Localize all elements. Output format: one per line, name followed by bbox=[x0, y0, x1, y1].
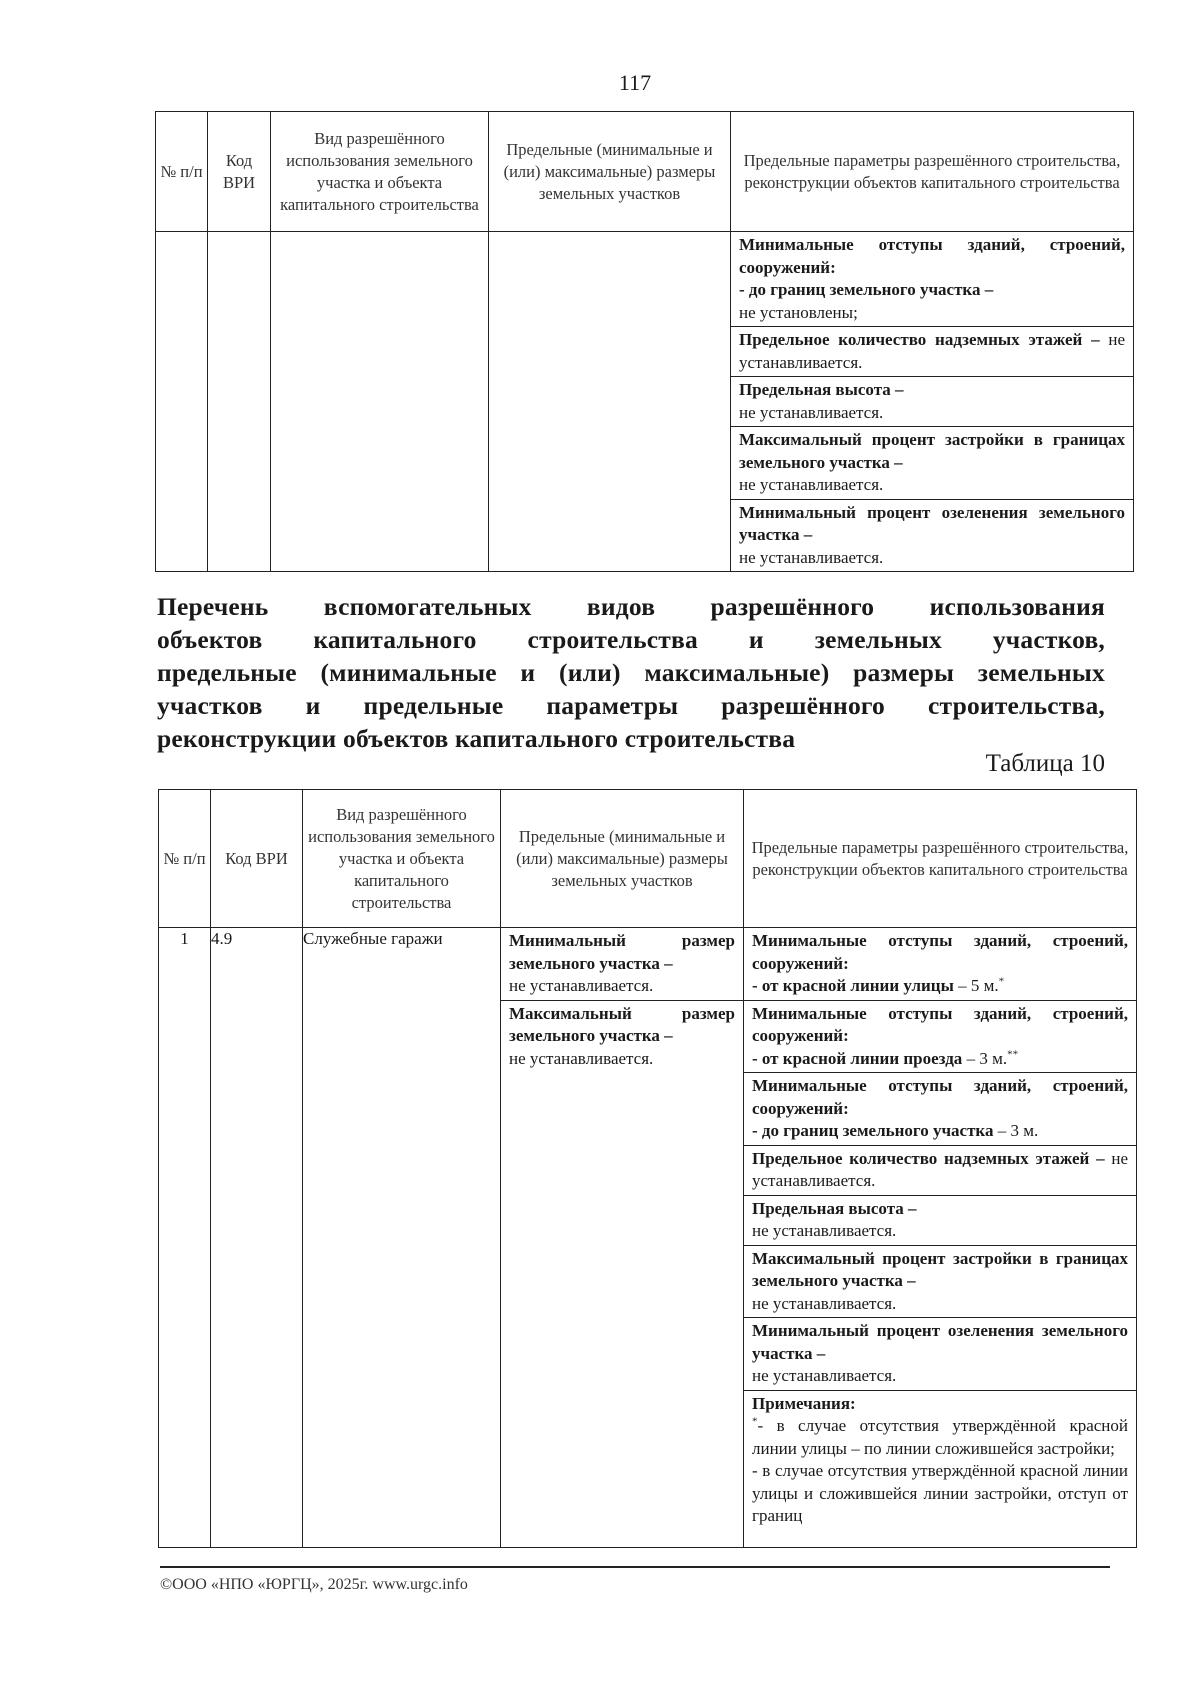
param-height: Предельная высота – не устанавливается. bbox=[731, 377, 1133, 427]
heading-line: участков и предельные параметры разрешённого строительства, bbox=[157, 691, 1105, 720]
header-size: Предельные (минимальные и (или) максимальные) размеры земельных участков bbox=[489, 112, 731, 232]
param-height: Предельная высота – не устанавливается. bbox=[744, 1196, 1136, 1246]
header-params: Предельные параметры разрешённого строительства, реконструкции объектов капитального строительства bbox=[731, 112, 1134, 232]
param-min-greening: Минимальный процент озеленения земельного участка – не устанавливается. bbox=[739, 502, 1125, 567]
heading-line: предельные (минимальные и (или) максимальные) размеры земельных bbox=[157, 658, 1105, 687]
row-kind: Служебные гаражи bbox=[303, 928, 501, 1548]
footer-copyright: ©ООО «НПО «ЮРГЦ», 2025г. www.urgc.info bbox=[160, 1576, 468, 1593]
footer-divider bbox=[160, 1566, 1110, 1568]
params-cell bbox=[731, 232, 1134, 572]
table-label: Таблица 10 bbox=[985, 750, 1105, 777]
header-num: № п/п bbox=[156, 112, 208, 232]
section-heading bbox=[157, 590, 1105, 755]
param-floors: Предельное количество надземных этажей – не устанавливается. bbox=[731, 327, 1133, 377]
header-kind: Вид разрешённого использования земельного участка и объекта капитального строительства bbox=[303, 790, 501, 928]
param-min-greening: Минимальный процент озеленения земельного участка – не устанавливается. bbox=[744, 1318, 1136, 1391]
param-max-coverage: Максимальный процент застройки в границах земельного участка – не устанавливается. bbox=[731, 427, 1133, 500]
notes-title: Примечания: bbox=[752, 1393, 856, 1413]
params-cell bbox=[744, 928, 1137, 1548]
size-min: Минимальный размер земельного участка – не устанавливается. bbox=[501, 928, 743, 1001]
param-setbacks: Минимальные отступы зданий, строений, сооружений: - до границ земельного участка – не установлены; bbox=[731, 232, 1133, 327]
note-1: - в случае отсутствия утверждённой красной линии улицы – по линии сложившейся застройки; bbox=[752, 1416, 1128, 1458]
row-code: 4.9 bbox=[211, 928, 303, 1548]
header-kind: Вид разрешённого использования земельного участка и объекта капитального строительства bbox=[271, 112, 489, 232]
sizes-cell bbox=[501, 928, 744, 1548]
header-code: Код ВРИ bbox=[208, 112, 271, 232]
page-number: 117 bbox=[618, 70, 652, 95]
heading-line: реконструкции объектов капитального строительства bbox=[157, 724, 796, 753]
param-max-coverage: Максимальный процент застройки в границах земельного участка – не устанавливается. bbox=[744, 1246, 1136, 1319]
notes: Примечания: *- в случае отсутствия утверждённой красной линии улицы – по линии сложившейся застройки; - в случае отсутствия утверждённой красной линии улицы и сложившейся линии застройки, отступ от границ bbox=[752, 1393, 1128, 1525]
note-2: - в случае отсутствия утверждённой красной линии улицы и сложившейся линии застройки, отступ от границ bbox=[752, 1461, 1128, 1525]
table-row bbox=[159, 928, 1137, 1548]
param-floors: Предельное количество надземных этажей – не устанавливается. bbox=[744, 1146, 1136, 1196]
param-setback-street: Минимальные отступы зданий, строений, сооружений: - от красной линии улицы – 5 м.* bbox=[744, 928, 1136, 1001]
row-number: 1 bbox=[159, 928, 211, 1548]
header-params: Предельные параметры разрешённого строительства, реконструкции объектов капитального строительства bbox=[744, 790, 1137, 928]
param-setback-driveway: Минимальные отступы зданий, строений, сооружений: - от красной линии проезда – 3 м.** bbox=[744, 1001, 1136, 1074]
heading-line: Перечень вспомогательных видов разрешённого использования bbox=[157, 592, 1105, 621]
table-10 bbox=[158, 789, 1137, 1548]
heading-line: объектов капитального строительства и земельных участков, bbox=[157, 625, 1105, 654]
continuation-table bbox=[155, 111, 1134, 572]
header-size: Предельные (минимальные и (или) максимальные) размеры земельных участков bbox=[501, 790, 744, 928]
header-code: Код ВРИ bbox=[211, 790, 303, 928]
param-setback-boundary: Минимальные отступы зданий, строений, сооружений: - до границ земельного участка – 3 м. bbox=[744, 1073, 1136, 1146]
header-num: № п/п bbox=[159, 790, 211, 928]
size-max: Максимальный размер земельного участка – не устанавливается. bbox=[509, 1003, 735, 1068]
